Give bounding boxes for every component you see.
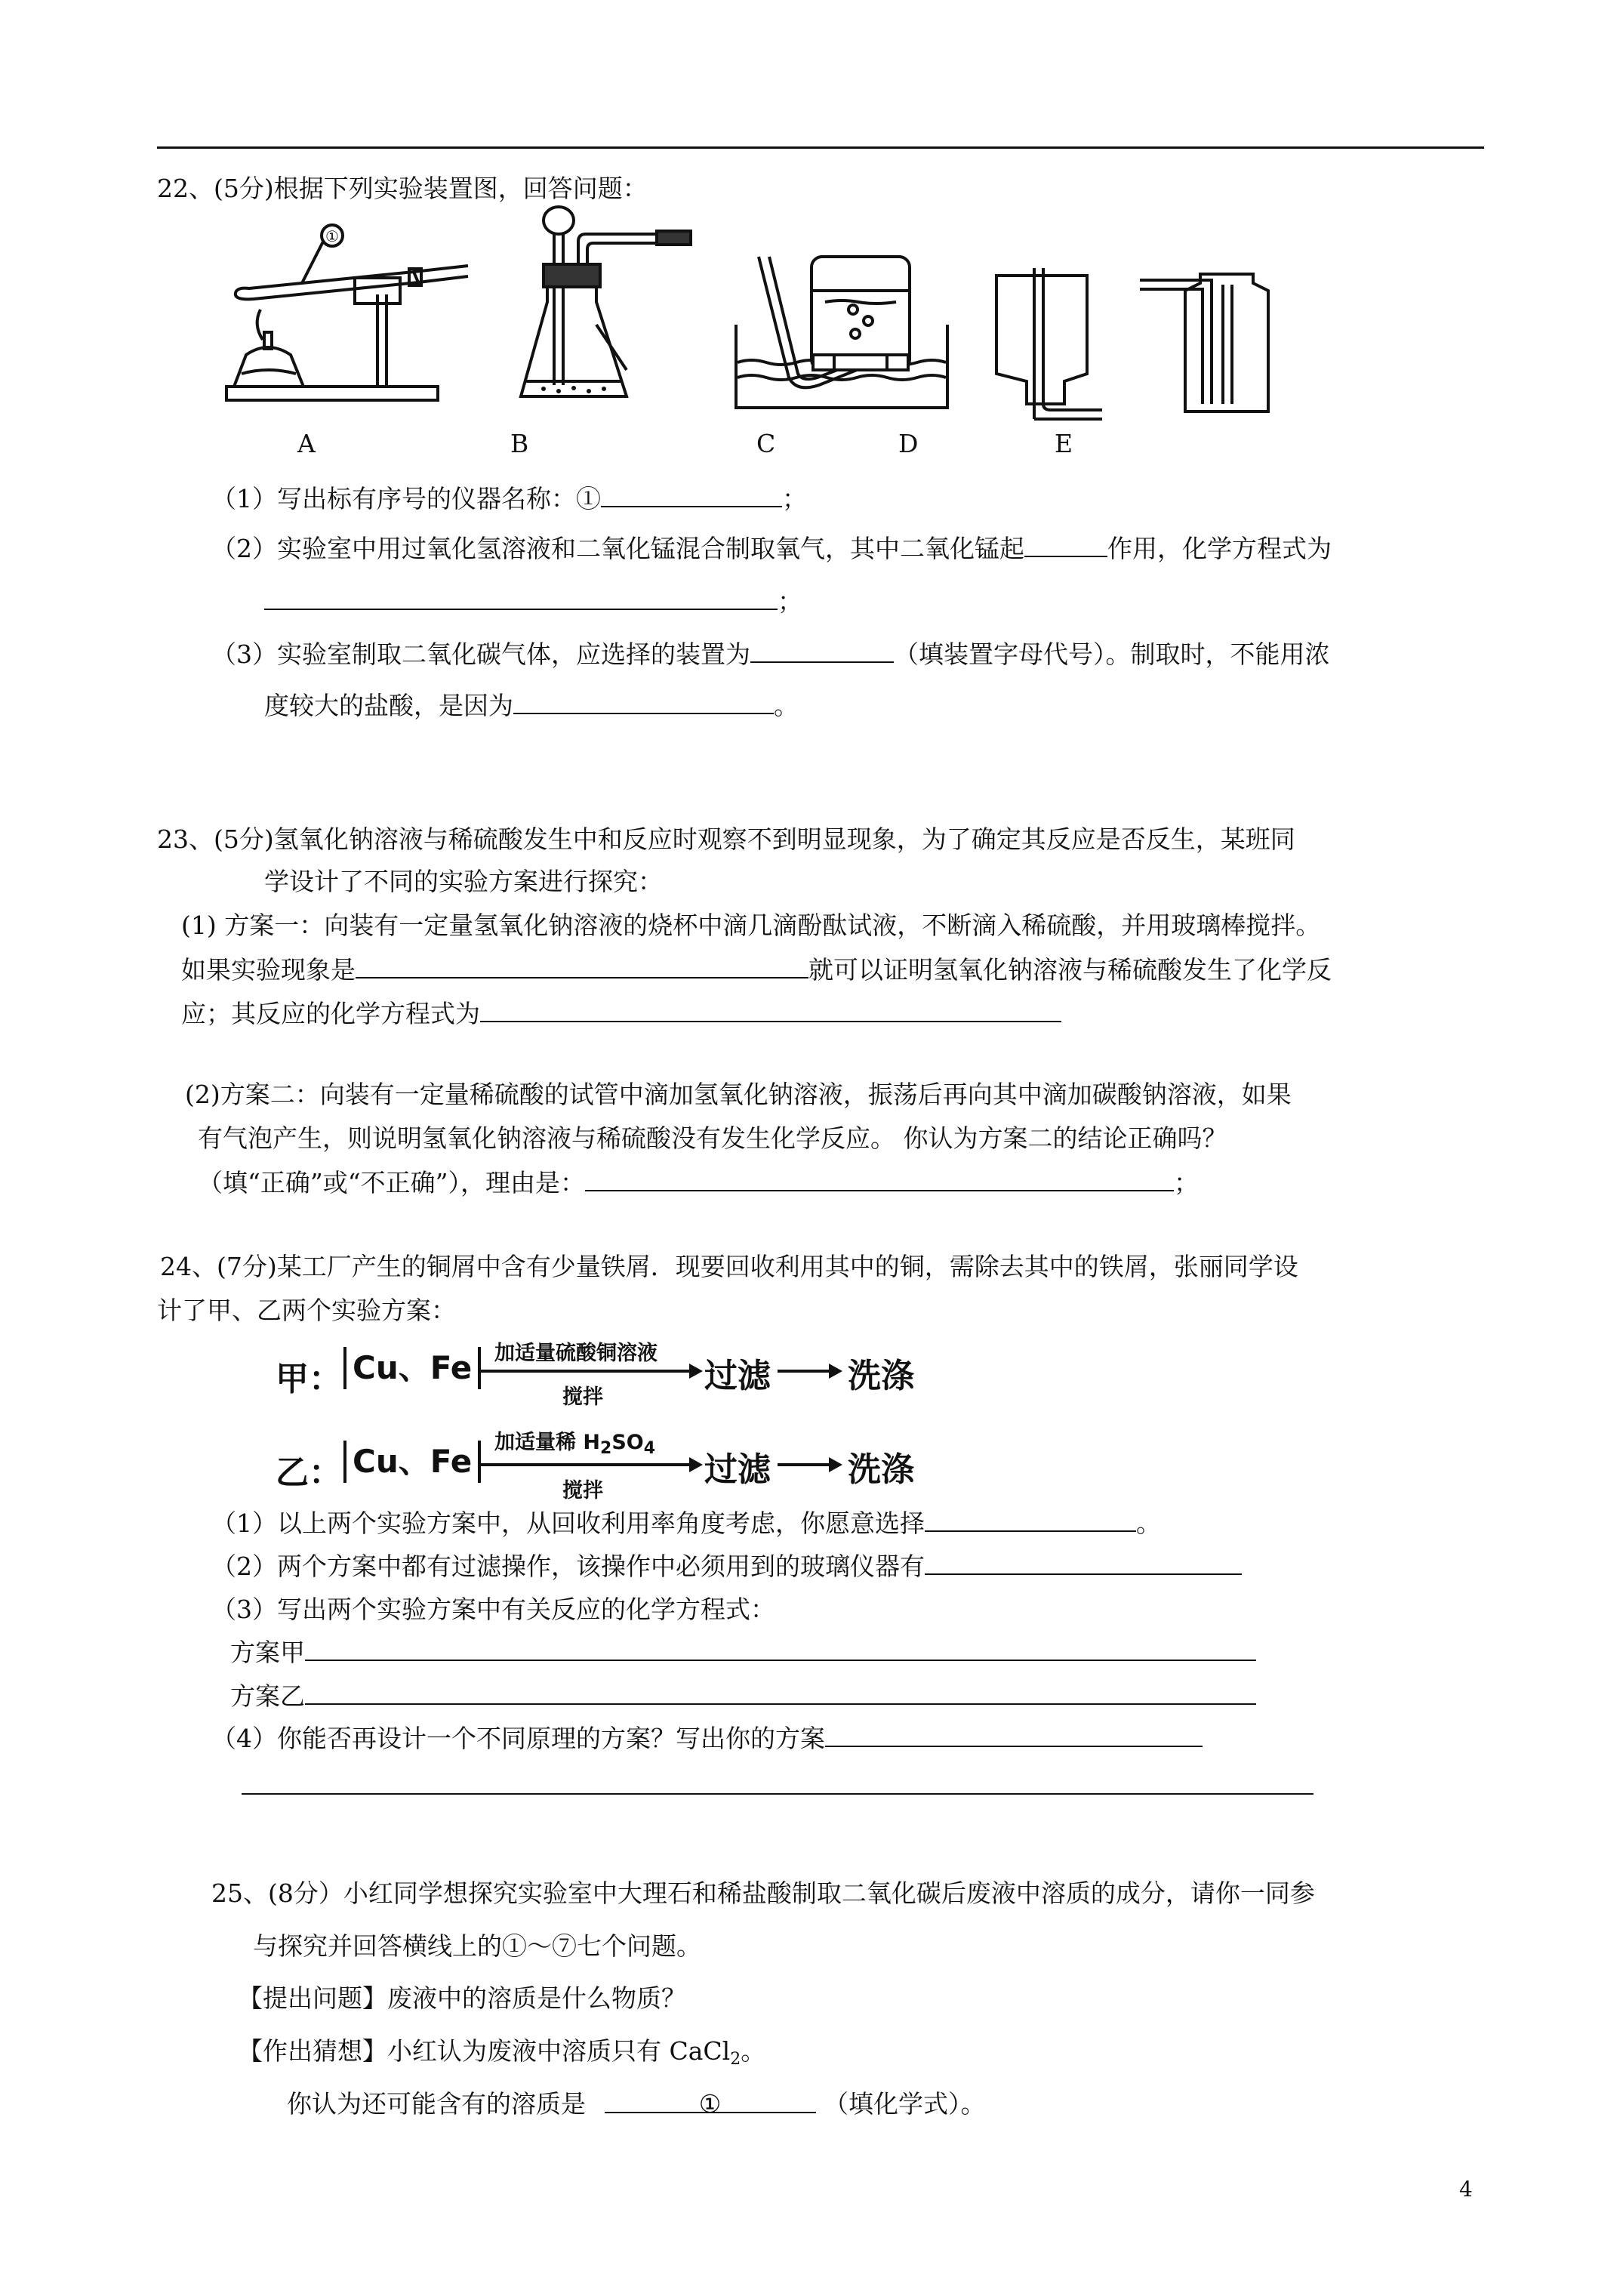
q23-s6a: （填“正确”或“不正确”），理由是： [198, 1168, 585, 1197]
apparatus-d-diagram [981, 268, 1132, 419]
q22-blank-apparatus[interactable] [750, 639, 894, 663]
q25-guess-text: 【作出猜想】小红认为废液中溶质只有 CaCl [238, 2036, 731, 2066]
apparatus-label-d: D [898, 429, 919, 458]
apparatus-c-diagram [728, 249, 955, 415]
q22-part1 [211, 483, 807, 514]
q25-blank-solute[interactable] [605, 2089, 816, 2119]
q22-part3-line2 [264, 690, 799, 721]
scheme-yi-wash: 洗涤 [848, 1450, 914, 1489]
apparatus-a-diagram [219, 219, 460, 415]
q24-part1 [211, 1508, 1161, 1539]
q23-s2a: 如果实验现象是 [181, 955, 356, 985]
q23-scheme2-line2: 有气泡产生，则说明氢氧化钠溶液与稀硫酸没有发生化学反应。 你认为方案二的结论正确吗？ [198, 1123, 1227, 1153]
scheme-jia-reagent: 加适量硫酸铜溶液 [494, 1342, 658, 1365]
scheme-jia-label: 甲： [276, 1360, 342, 1398]
q25-title-2: 与探究并回答横线上的①～⑦七个问题。 [253, 1931, 701, 1961]
q22-blank-role[interactable] [1024, 533, 1107, 557]
scheme-yi-reagent-sub2: 4 [643, 1439, 656, 1458]
q25-think-end: （填化学式）。 [824, 2089, 986, 2119]
q25-think-text: 你认为还可能含有的溶质是 [287, 2089, 586, 2119]
q24-blank-design-line2[interactable] [242, 1793, 1313, 1795]
apparatus-label-c: C [756, 429, 776, 458]
q24-blank-choice[interactable] [925, 1508, 1136, 1532]
scheme-yi-arrowhead2 [829, 1457, 842, 1472]
q23-title-2: 学设计了不同的实验方案进行探究： [264, 867, 663, 896]
q22-blank-reason[interactable] [513, 690, 774, 714]
q23-title: 23、(5分)氢氧化钠溶液与稀硫酸发生中和反应时观察不到明显现象，为了确定其反应是否反生，某班同 [157, 824, 1295, 854]
q25-guess-end: 。 [741, 2036, 766, 2066]
q23-scheme1-line2 [181, 954, 1332, 985]
q24-p1b: 。 [1136, 1509, 1161, 1538]
q24-title: 24、(7分)某工厂产生的铜屑中含有少量铁屑．现要回收利用其中的铜，需除去其中的铁屑，张丽同学设 [160, 1252, 1298, 1281]
q22-part3-text2: （填装置字母代号）。制取时，不能用浓 [894, 639, 1330, 669]
q25-ask: 【提出问题】废液中的溶质是什么物质？ [238, 1983, 686, 2013]
apparatus-label-e: E [1055, 429, 1073, 458]
q25-guess-sub: 2 [730, 2050, 741, 2069]
scheme-yi-reagent [494, 1425, 655, 1458]
apparatus-e-diagram [1140, 268, 1306, 419]
q24-p4: （4）你能否再设计一个不同原理的方案？写出你的方案 [211, 1724, 825, 1753]
apparatus-b-diagram [513, 204, 694, 415]
circle-mark-1: ① [325, 227, 339, 245]
q22-part2-line2 [264, 586, 802, 617]
q22-part2-text2: 作用，化学方程式为 [1107, 534, 1332, 563]
scheme-jia-filter: 过滤 [704, 1357, 771, 1395]
q22-title: 22、(5分)根据下列实验装置图，回答问题： [157, 174, 648, 203]
scheme-yi-mixture-text: Cu、Fe [353, 1443, 473, 1480]
scheme-yi-arrow2 [778, 1463, 830, 1466]
q22-part3 [211, 639, 1330, 670]
q24-plan-b [230, 1681, 1256, 1712]
scheme-yi-reagent-sub1: 2 [600, 1439, 612, 1458]
scheme-jia-arrow2 [778, 1370, 830, 1373]
scheme-yi-reagent-a: 加适量稀 H [494, 1431, 600, 1454]
q25-title: 25、(8分）小红同学想探究实验室中大理石和稀盐酸制取二氧化碳后废液中溶质的成分，请你一同参 [211, 1878, 1315, 1908]
q24-blank-glassware[interactable] [925, 1551, 1242, 1575]
q23-blank-reason[interactable] [585, 1167, 1174, 1191]
q22-part2 [211, 533, 1332, 564]
scheme-yi-reagent-mid: SO [611, 1431, 644, 1454]
q22-part1-end: ； [782, 484, 807, 513]
q23-scheme1-line3 [181, 998, 1061, 1029]
q22-blank-instrument[interactable] [601, 483, 782, 507]
scheme-yi-arrow [479, 1463, 691, 1466]
scheme-jia-arrowhead [689, 1364, 703, 1379]
q24-blank-design[interactable] [825, 1723, 1203, 1747]
scheme-yi-label: 乙： [276, 1453, 342, 1492]
q24-blank-plan-a[interactable] [305, 1637, 1256, 1661]
scheme-yi-stir: 搅拌 [562, 1479, 603, 1502]
scheme-yi-arrowhead [689, 1457, 703, 1472]
q22-part3-text: （3）实验室制取二氧化碳气体，应选择的装置为 [211, 639, 750, 669]
q24-plan-a [230, 1637, 1256, 1668]
q24-title-2: 计了甲、乙两个实验方案： [157, 1296, 456, 1325]
q24-part3: （3）写出两个实验方案中有关反应的化学方程式： [211, 1595, 775, 1624]
q24-blank-plan-b[interactable] [305, 1681, 1256, 1705]
q22-blank-equation[interactable] [264, 586, 778, 610]
scheme-jia-mixture [343, 1347, 481, 1389]
scheme-jia-wash: 洗涤 [848, 1357, 914, 1395]
q24-part2 [211, 1551, 1242, 1582]
q23-blank-equation[interactable] [480, 998, 1061, 1022]
scheme-yi-filter: 过滤 [704, 1450, 771, 1489]
page-number: 4 [1459, 2177, 1473, 2202]
q25-blank-mark: ① [698, 2089, 722, 2119]
apparatus-label-b: B [510, 429, 529, 458]
q22-part2-text: （2）实验室中用过氧化氢溶液和二氧化锰混合制取氧气，其中二氧化锰起 [211, 534, 1024, 563]
header-rule [157, 146, 1484, 149]
q24-p2: （2）两个方案中都有过滤操作，该操作中必须用到的玻璃仪器有 [211, 1552, 925, 1581]
scheme-jia-arrow [479, 1370, 691, 1373]
q24-plan-b-label: 方案乙 [230, 1681, 305, 1711]
q25-think [287, 2089, 986, 2119]
q24-part4 [211, 1723, 1203, 1754]
apparatus-label-a: A [297, 429, 316, 458]
q22-part1-text: （1）写出标有序号的仪器名称：① [211, 484, 601, 513]
scheme-yi-mixture [343, 1441, 481, 1483]
q23-blank-phenomenon[interactable] [356, 954, 808, 978]
q24-p1a: （1）以上两个实验方案中，从回收利用率角度考虑，你愿意选择 [211, 1509, 925, 1538]
q24-plan-a-label: 方案甲 [230, 1638, 305, 1667]
q22-part2-end: ； [778, 587, 802, 616]
scheme-jia [276, 1336, 955, 1419]
q23-s6b: ； [1173, 1168, 1199, 1197]
q22-part3-end: 。 [774, 691, 799, 720]
q22-part3-text3: 度较大的盐酸，是因为 [264, 691, 513, 720]
q23-s3: 应；其反应的化学方程式为 [181, 999, 480, 1028]
q23-scheme2: (2)方案二：向装有一定量稀硫酸的试管中滴加氢氧化钠溶液，振荡后再向其中滴加碳酸钠溶液，如果 [185, 1080, 1292, 1109]
scheme-jia-mixture-text: Cu、Fe [353, 1349, 473, 1386]
q23-scheme1: (1) 方案一：向装有一定量氢氧化钠溶液的烧杯中滴几滴酚酞试液，不断滴入稀硫酸，并用玻璃棒搅拌。 [181, 911, 1321, 940]
q23-s2b: 就可以证明氢氧化钠溶液与稀硫酸发生了化学反 [808, 955, 1332, 985]
scheme-yi [276, 1419, 955, 1502]
scheme-jia-arrowhead2 [829, 1364, 842, 1379]
scheme-jia-stir: 搅拌 [562, 1385, 603, 1409]
q23-scheme2-line3 [198, 1167, 1199, 1198]
q25-guess [238, 2036, 765, 2075]
